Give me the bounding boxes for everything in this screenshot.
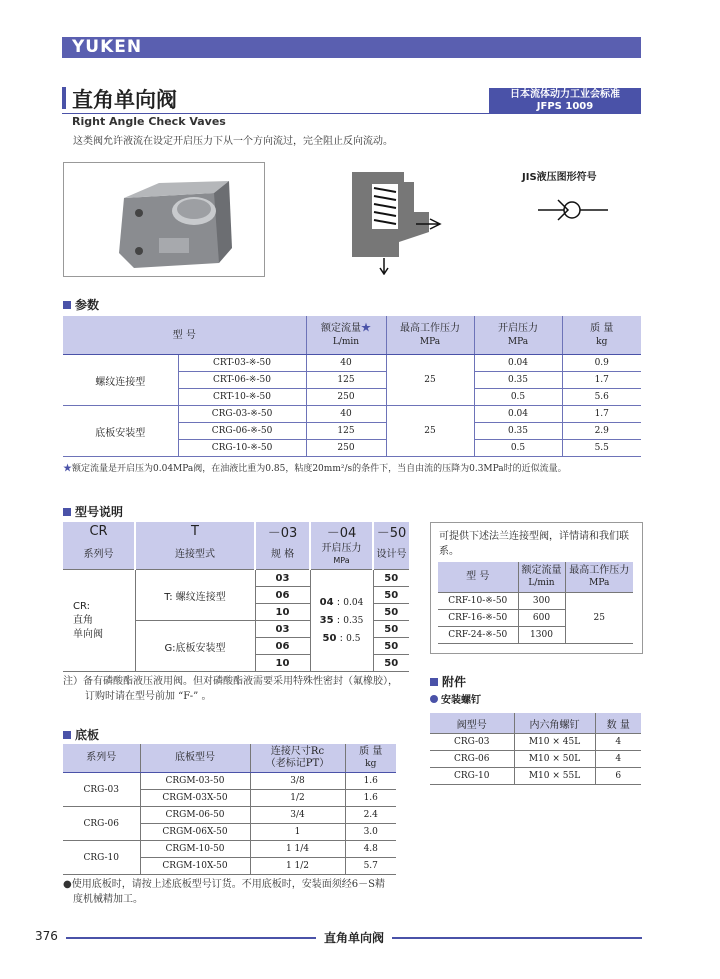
params-header-mass: 质 量 kg (562, 316, 641, 355)
flange-intro: 可提供下述法兰连接型阀，详情请和我们联系。 (439, 531, 629, 557)
model-code-table (63, 522, 409, 672)
footer-rule-left (66, 937, 316, 939)
base-conn: 3/4 (250, 807, 345, 824)
code-crack: －04 (310, 522, 373, 541)
jis-label: JIS液压图形符号 (522, 172, 597, 183)
params-type: 螺纹连接型 (63, 355, 178, 406)
params-heading (63, 296, 99, 313)
bolt-qty: 6 (595, 768, 641, 785)
base-conn: 3/8 (250, 773, 345, 790)
model-heading-text: 型号说明 (75, 505, 124, 519)
params-pressure: 25 (386, 355, 474, 406)
params-note: ★额定流量是开启压为0.04MPa阀，在油液比重为0.85，粘度20mm²/s的条件下，当自由流的压降为0.3MPa时的近似流量。 (63, 464, 567, 474)
size-code: 06 (255, 587, 310, 604)
base-heading-text: 底板 (75, 728, 100, 742)
conn-plate: G:底板安装型 (135, 621, 255, 672)
design-code: 50 (373, 655, 409, 672)
bolt-header-qty: 数 量 (595, 713, 641, 734)
base-model: CRGM-10-50 (140, 841, 250, 858)
base-table (63, 744, 396, 875)
params-pressure: 25 (386, 406, 474, 457)
code-design: －50 (373, 522, 409, 541)
header-bar (62, 37, 641, 58)
crf-model: CRF-10-※-50 (438, 593, 518, 610)
accessory-heading-text: 附件 (442, 675, 467, 689)
bolt-size: M10 × 45L (514, 734, 595, 751)
base-mass: 4.8 (345, 841, 396, 858)
standard-line2: JFPS 1009 (536, 101, 594, 112)
params-flow: 40 (306, 355, 386, 372)
params-model: CRG-06-※-50 (178, 423, 306, 440)
base-model: CRGM-06X-50 (140, 824, 250, 841)
accessory-heading (430, 673, 466, 690)
base-mass: 1.6 (345, 773, 396, 790)
params-model: CRT-06-※-50 (178, 372, 306, 389)
params-crack: 0.35 (474, 423, 562, 440)
params-crack: 0.5 (474, 389, 562, 406)
params-crack: 0.04 (474, 406, 562, 423)
size-code: 10 (255, 655, 310, 672)
page-subtitle: Right Angle Check Vaves (72, 115, 226, 128)
page-number: 376 (35, 929, 58, 943)
size-code: 10 (255, 604, 310, 621)
params-model: CRT-10-※-50 (178, 389, 306, 406)
conn-thread: T: 螺纹连接型 (135, 570, 255, 621)
square-bullet-icon (63, 731, 71, 739)
design-code: 50 (373, 587, 409, 604)
cross-section-diagram (344, 162, 444, 275)
model-heading (63, 503, 123, 520)
model-note: 注）备有磷酸酯液压液用阀。但对磷酸酯液需要采用特殊性密封（氟橡胶）， 订购时请在型号前加 “F-” 。 (63, 676, 398, 702)
design-code: 50 (373, 604, 409, 621)
base-heading (63, 726, 99, 743)
params-crack: 0.5 (474, 440, 562, 457)
dot-bullet-icon (430, 695, 438, 703)
flange-table (438, 562, 633, 644)
bolt-header-valve: 阀型号 (430, 713, 514, 734)
label-size: 规 格 (255, 541, 310, 570)
base-series: CRG-06 (63, 807, 140, 841)
size-code: 03 (255, 621, 310, 638)
crf-pressure: 25 (565, 593, 633, 644)
base-note: ●使用底板时，请按上述底板型号订货。不用底板时，安装面须经6－S精 度机械精加工。 (63, 879, 385, 905)
bolt-valve: CRG-06 (430, 751, 514, 768)
footer-rule-right (392, 937, 642, 939)
bolt-size: M10 × 50L (514, 751, 595, 768)
params-crack: 0.35 (474, 372, 562, 389)
base-header-model: 底板型号 (140, 744, 250, 773)
crf-flow: 1300 (518, 627, 565, 644)
params-header-pressure: 最高工作压力 MPa (386, 316, 474, 355)
title-accent (62, 87, 66, 109)
params-mass: 0.9 (562, 355, 641, 372)
label-conn: 连接型式 (135, 541, 255, 570)
bolt-valve: CRG-03 (430, 734, 514, 751)
label-design: 设计号 (373, 541, 409, 570)
brand-logo: YUKEN (72, 37, 143, 57)
base-header-mass: 质 量 kg (345, 744, 396, 773)
design-code: 50 (373, 621, 409, 638)
code-size: －03 (255, 522, 310, 541)
params-flow: 250 (306, 389, 386, 406)
bolt-qty: 4 (595, 734, 641, 751)
base-mass: 1.6 (345, 790, 396, 807)
label-crack: 开启压力 MPa (310, 541, 373, 570)
series-desc: CR: 直角 单向阀 (63, 570, 135, 672)
crack-options: 04 : 0.04 35 : 0.35 50 : 0.5 (310, 570, 373, 672)
base-mass: 2.4 (345, 807, 396, 824)
square-bullet-icon (430, 678, 438, 686)
size-code: 03 (255, 570, 310, 587)
base-series: CRG-03 (63, 773, 140, 807)
design-code: 50 (373, 638, 409, 655)
check-valve-symbol (538, 195, 608, 225)
params-header-crack: 开启压力 MPa (474, 316, 562, 355)
base-conn: 1 (250, 824, 345, 841)
params-heading-text: 参数 (75, 298, 100, 312)
code-series: CR (63, 522, 135, 541)
base-conn: 1 1/4 (250, 841, 345, 858)
crf-flow: 600 (518, 610, 565, 627)
params-table (63, 316, 641, 457)
code-conn: T (135, 522, 255, 541)
base-mass: 3.0 (345, 824, 396, 841)
crf-header-pressure: 最高工作压力 MPa (565, 562, 633, 593)
base-header-conn: 连接尺寸Rc （老标记PT） (250, 744, 345, 773)
params-mass: 5.5 (562, 440, 641, 457)
params-model: CRT-03-※-50 (178, 355, 306, 372)
bolt-valve: CRG-10 (430, 768, 514, 785)
base-series: CRG-10 (63, 841, 140, 875)
params-flow: 125 (306, 423, 386, 440)
params-mass: 1.7 (562, 406, 641, 423)
params-crack: 0.04 (474, 355, 562, 372)
base-header-series: 系列号 (63, 744, 140, 773)
footer-title: 直角单向阀 (324, 931, 385, 945)
bolt-qty: 4 (595, 751, 641, 768)
size-code: 06 (255, 638, 310, 655)
bolt-size: M10 × 55L (514, 768, 595, 785)
label-series: 系列号 (63, 541, 135, 570)
params-flow: 40 (306, 406, 386, 423)
standard-line1: 日本流体动力工业会标准 (510, 89, 620, 100)
crf-header-flow: 额定流量 L/min (518, 562, 565, 593)
base-conn: 1/2 (250, 790, 345, 807)
crf-model: CRF-16-※-50 (438, 610, 518, 627)
params-flow: 250 (306, 440, 386, 457)
params-mass: 5.6 (562, 389, 641, 406)
design-code: 50 (373, 570, 409, 587)
base-conn: 1 1/2 (250, 858, 345, 875)
standard-badge (489, 88, 641, 113)
bolt-header-bolt: 内六角螺钉 (514, 713, 595, 734)
crf-model: CRF-24-※-50 (438, 627, 518, 644)
crf-header-model: 型 号 (438, 562, 518, 593)
base-model: CRGM-03-50 (140, 773, 250, 790)
square-bullet-icon (63, 508, 71, 516)
base-mass: 5.7 (345, 858, 396, 875)
product-photo (63, 162, 265, 277)
base-model: CRGM-10X-50 (140, 858, 250, 875)
title-rule (62, 113, 641, 114)
params-model: CRG-10-※-50 (178, 440, 306, 457)
bolt-table (430, 713, 641, 785)
params-header-model: 型 号 (63, 316, 306, 355)
params-mass: 2.9 (562, 423, 641, 440)
params-type: 底板安装型 (63, 406, 178, 457)
params-model: CRG-03-※-50 (178, 406, 306, 423)
base-model: CRGM-06-50 (140, 807, 250, 824)
description: 这类阀允许液流在设定开启压力下从一个方向流过，完全阻止反向流动。 (73, 136, 393, 147)
square-bullet-icon (63, 301, 71, 309)
params-mass: 1.7 (562, 372, 641, 389)
accessory-sub: 安装螺钉 (430, 691, 481, 706)
page-title: 直角单向阀 (72, 88, 177, 112)
base-model: CRGM-03X-50 (140, 790, 250, 807)
params-flow: 125 (306, 372, 386, 389)
crf-flow: 300 (518, 593, 565, 610)
params-header-flow: 额定流量★ L/min (306, 316, 386, 355)
